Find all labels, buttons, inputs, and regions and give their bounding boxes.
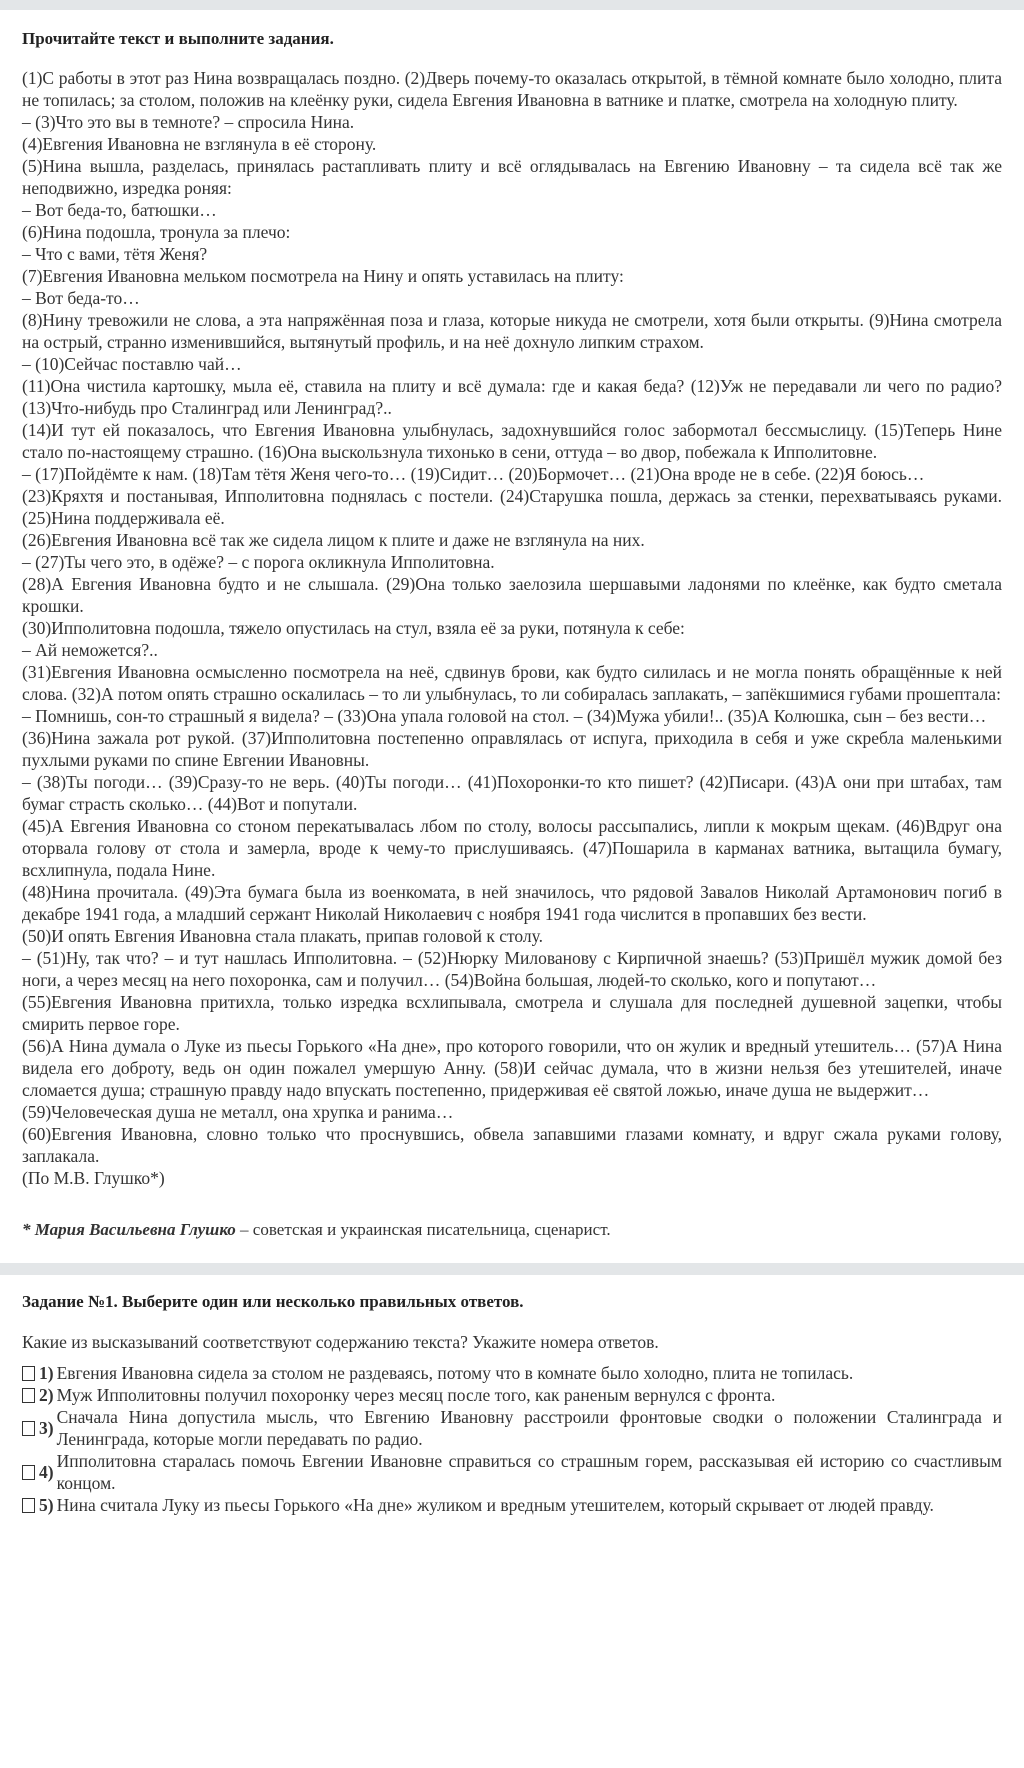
answer-option-5[interactable] — [22, 1494, 1002, 1516]
footnote — [22, 1219, 1002, 1241]
section-divider — [0, 1263, 1024, 1275]
paragraph: – (38)Ты погоди… (39)Сразу-то не верь. (40)Ты погоди… (41)Похоронки-то кто пишет? (42)Писари. (43)А они при штабах, там бумаг страсть сколько… (44)Вот и попутали. — [22, 772, 1002, 814]
paragraph: – Вот беда-то… — [22, 288, 140, 308]
paragraph: – Вот беда-то, батюшки… — [22, 200, 217, 220]
answer-option-4[interactable] — [22, 1450, 1002, 1494]
paragraph: (5)Нина вышла, разделась, принялась растапливать плиту и всё оглядывалась на Евгению Ивановну – та сидела всё так же неподвижно, изредка роняя: — [22, 156, 1002, 198]
paragraph: (1)С работы в этот раз Нина возвращалась поздно. (2)Дверь почему-то оказалась открытой, в тёмной комнате было холодно, плита не топилась; за столом, положив на клеёнку руки, сидела Евгения Ивановна в ватнике и платке, смотрела на холодную плиту. — [22, 68, 1002, 110]
paragraph: – Ай неможется?.. — [22, 640, 158, 660]
paragraph: (11)Она чистила картошку, мыла её, ставила на плиту и всё думала: где и какая беда? (12)Уж не передавали ли чего по радио? (13)Что-нибудь про Сталинград или Ленинград?.. — [22, 376, 1002, 418]
paragraph: (56)А Нина думала о Луке из пьесы Горького «На дне», про которого говорили, что он жулик и вредный утешитель… (57)А Нина видела его доброту, ведь он один пожалел умершую Анну. (58)И сейчас думала, что в жизни нельзя без утешителей, иначе сломается душа; страшную правду надо впускать постепенно, придерживая её святой ложью, иначе душа не выдержит… — [22, 1036, 1002, 1100]
option-number: 3) — [39, 1418, 54, 1438]
top-bar — [0, 0, 1024, 10]
paragraph: (4)Евгения Ивановна не взглянула в её сторону. — [22, 134, 377, 154]
paragraph: (36)Нина зажала рот рукой. (37)Ипполитовна постепенно оправлялась от испуга, приходила в себя и уже скребла маленькими пухлыми руками по спине Евгении Ивановны. — [22, 728, 1002, 770]
checkbox[interactable] — [22, 1421, 35, 1436]
paragraph: (59)Человеческая душа не металл, она хрупка и ранима… — [22, 1102, 454, 1122]
option-text: Муж Ипполитовны получил похоронку через месяц после того, как раненым вернулся с фронта. — [56, 1385, 776, 1405]
paragraph: (14)И тут ей показалось, что Евгения Ивановна улыбнулась, задохнувшийся голос забормотал бессмыслицу. (15)Теперь Нине стало по-настоящему страшно. (16)Она выскользнула тихонько в сени, оттуда – во двор, побежала к Ипполитовне. — [22, 420, 1002, 462]
paragraph: (28)А Евгения Ивановна будто и не слышала. (29)Она только заелозила шершавыми ладонями по клеёнке, как будто сметала крошки. — [22, 574, 1002, 616]
source-attribution: (По М.В. Глушко*) — [22, 1168, 165, 1188]
paragraph: (60)Евгения Ивановна, словно только что проснувшись, обвела запавшими глазами комнату, и вдруг сжала руками голову, заплакала. — [22, 1124, 1002, 1166]
paragraph: – (27)Ты чего это, в одёже? – с порога окликнула Ипполитовна. — [22, 552, 495, 572]
paragraph: (26)Евгения Ивановна всё так же сидела лицом к плите и даже не взглянула на них. — [22, 530, 645, 550]
paragraph: (7)Евгения Ивановна мельком посмотрела на Нину и опять уставилась на плиту: — [22, 266, 624, 286]
paragraph: (6)Нина подошла, тронула за плечо: — [22, 222, 291, 242]
option-number: 1) — [39, 1363, 54, 1383]
paragraph: – Что с вами, тётя Женя? — [22, 244, 208, 264]
answer-option-2[interactable] — [22, 1384, 1002, 1406]
checkbox[interactable] — [22, 1388, 35, 1403]
story-text — [22, 67, 1002, 1167]
paragraph: (8)Нину тревожили не слова, а эта напряжённая поза и глаза, которые никуда не смотрели, хотя были открыты. (9)Нина смотрела на острый, странно изменившийся, вытянутый профиль, и на неё дохнуло липким страхом. — [22, 310, 1002, 352]
task-title: Задание №1. Выберите один или несколько правильных ответов. — [22, 1292, 524, 1311]
option-number: 5) — [39, 1495, 54, 1515]
checkbox[interactable] — [22, 1465, 35, 1480]
paragraph: – Помнишь, сон-то страшный я видела? – (33)Она упала головой на стол. – (34)Мужа убили!.. (35)А Колюшка, сын – без вести… — [22, 706, 987, 726]
paragraph: (31)Евгения Ивановна осмысленно посмотрела на неё, сдвинув брови, как будто силилась и не могла понять обращённые к ней слова. (32)А потом опять страшно оскалилась – то ли улыбнулась, то ли собиралась заплакать, – запёкшимися губами прошептала: — [22, 662, 1002, 704]
option-text: Евгения Ивановна сидела за столом не раздеваясь, потому что в комнате было холодно, плита не топилась. — [56, 1363, 854, 1383]
answer-option-3[interactable] — [22, 1406, 1002, 1450]
option-number: 4) — [39, 1462, 54, 1482]
task-question: Какие из высказываний соответствуют содержанию текста? Укажите номера ответов. — [22, 1332, 659, 1352]
paragraph: – (51)Ну, так что? – и тут нашлась Ипполитовна. – (52)Нюрку Милованову с Кирпичной знаешь? (53)Пришёл мужик домой без ноги, а через месяц на него похоронка, сам и получил… (54)Война большая, людей-то сколько, кого и попутают… — [22, 948, 1002, 990]
paragraph: – (10)Сейчас поставлю чай… — [22, 354, 242, 374]
paragraph: (55)Евгения Ивановна притихла, только изредка всхлипывала, смотрела и слушала для последней душевной зацепки, чтобы смирить первое горе. — [22, 992, 1002, 1034]
footnote-text: – советская и украинская писательница, сценарист. — [235, 1220, 611, 1239]
section-title: Прочитайте текст и выполните задания. — [22, 29, 334, 48]
paragraph: (45)А Евгения Ивановна со стоном перекатывалась лбом по столу, волосы рассыпались, липли к мокрым щекам. (46)Вдруг она оторвала голову от стола и замерла, вроде к чему-то прислушиваясь. (47)Пошарила в карманах ватника, вытащила бумагу, всхлипнула, подала Нине. — [22, 816, 1002, 880]
option-text: Ипполитовна старалась помочь Евгении Ивановне справиться со страшным горем, рассказывая ей историю со счастливым концом. — [56, 1451, 1002, 1493]
option-text: Сначала Нина допустила мысль, что Евгению Ивановну расстроили фронтовые сводки о положении Сталинграда и Ленинграда, которые могли передавать по радио. — [56, 1407, 1002, 1449]
answer-option-1[interactable] — [22, 1362, 1002, 1384]
checkbox[interactable] — [22, 1366, 35, 1381]
paragraph: (48)Нина прочитала. (49)Эта бумага была из военкомата, в ней значилось, что рядовой Завалов Николай Артамонович погиб в декабре 1941 года, а младший сержант Николай Николаевич с ноября 1941 года числится в пропавших без вести. — [22, 882, 1002, 924]
footnote-author: * Мария Васильевна Глушко — [22, 1220, 236, 1239]
paragraph: (23)Кряхтя и постанывая, Ипполитовна поднялась с постели. (24)Старушка пошла, держась за стенки, перехватываясь руками. (25)Нина поддерживала её. — [22, 486, 1002, 528]
option-number: 2) — [39, 1385, 54, 1405]
paragraph: (30)Ипполитовна подошла, тяжело опустилась на стул, взяла её за руки, потянула к себе: — [22, 618, 685, 638]
checkbox[interactable] — [22, 1498, 35, 1513]
paragraph: – (17)Пойдёмте к нам. (18)Там тётя Женя чего-то… (19)Сидит… (20)Бормочет… (21)Она вроде не в себе. (22)Я боюсь… — [22, 464, 925, 484]
option-text: Нина считала Луку из пьесы Горького «На дне» жуликом и вредным утешителем, который скрывает от людей правду. — [56, 1495, 934, 1515]
task-section — [0, 1291, 1024, 1516]
paragraph: – (3)Что это вы в темноте? – спросила Нина. — [22, 112, 355, 132]
paragraph: (50)И опять Евгения Ивановна стала плакать, припав головой к столу. — [22, 926, 544, 946]
reading-section — [0, 28, 1024, 1241]
answer-options — [22, 1362, 1002, 1516]
